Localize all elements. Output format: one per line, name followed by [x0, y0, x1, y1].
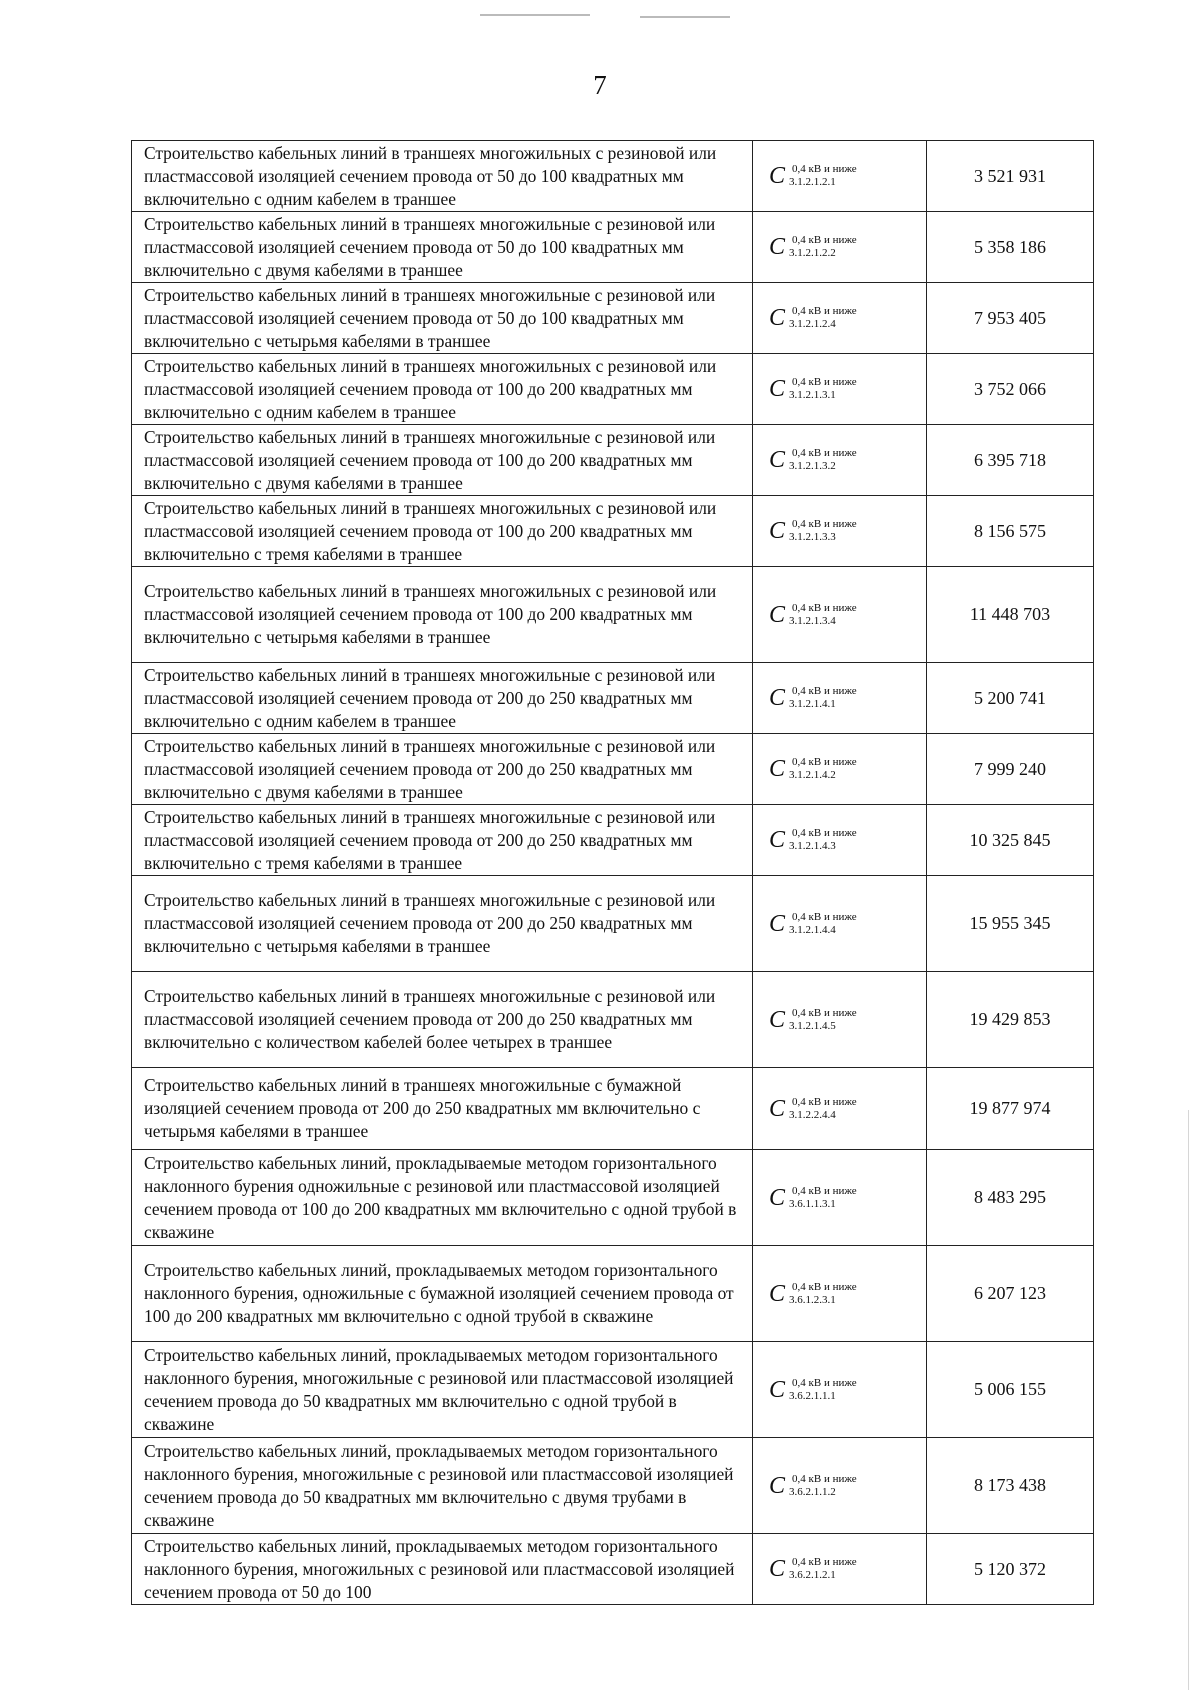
row-description: Строительство кабельных линий в траншеях многожильные с бумажной изоляцией сечением провода от 200 до 250 квадратных мм включительно с четырьмя кабелями в траншее	[132, 1068, 753, 1150]
rate-code: 3.1.2.1.4.1	[789, 698, 836, 710]
rate-formula	[769, 376, 857, 402]
table-row	[132, 1438, 1094, 1534]
rate-voltage: 0,4 кВ и ниже	[792, 910, 857, 923]
row-rate-code	[753, 1068, 927, 1150]
rate-voltage: 0,4 кВ и ниже	[792, 518, 857, 530]
row-value: 5 120 372	[927, 1534, 1094, 1605]
row-rate-code	[753, 876, 927, 972]
row-description: Строительство кабельных линий в траншеях многожильных с резиновой или пластмассовой изоляцией сечением провода от 100 до 200 квадратных мм включительно с четырьмя кабелями в траншее	[132, 567, 753, 663]
rate-formula	[769, 1007, 857, 1033]
rate-indices	[789, 447, 857, 473]
table-row	[132, 283, 1094, 354]
rate-formula	[769, 756, 857, 782]
rate-symbol: C	[769, 376, 786, 402]
rate-code: 3.1.2.1.4.4	[789, 923, 836, 936]
tariff-table	[131, 140, 1094, 1605]
rate-symbol: C	[769, 518, 786, 544]
row-rate-code	[753, 1534, 927, 1605]
rate-formula	[769, 518, 857, 544]
rate-indices	[789, 756, 857, 782]
rate-voltage: 0,4 кВ и ниже	[792, 1280, 857, 1293]
rate-code: 3.6.2.1.1.1	[789, 1389, 836, 1402]
row-value: 7 999 240	[927, 734, 1094, 805]
rate-formula	[769, 827, 857, 853]
rate-indices	[789, 911, 857, 937]
rate-formula	[769, 1377, 857, 1403]
row-description: Строительство кабельных линий в траншеях многожильные с резиновой или пластмассовой изоляцией сечением провода от 100 до 200 квадратных мм включительно с двумя кабелями в траншее	[132, 425, 753, 496]
row-description: Строительство кабельных линий, прокладываемые методом горизонтального наклонного бурения одножильные с резиновой или пластмассовой изоляцией сечением провода от 100 до 200 квадратных мм включительно с одной трубой в скважине	[132, 1150, 753, 1246]
rate-voltage: 0,4 кВ и ниже	[792, 234, 857, 246]
table-row	[132, 1150, 1094, 1246]
rate-code: 3.6.1.2.3.1	[789, 1293, 836, 1306]
rate-indices	[789, 163, 857, 189]
row-description: Строительство кабельных линий в траншеях многожильные с резиновой или пластмассовой изоляцией сечением провода от 200 до 250 квадратных мм включительно с одним кабелем в траншее	[132, 663, 753, 734]
table-row	[132, 1246, 1094, 1342]
rate-formula	[769, 1185, 857, 1211]
row-value: 5 006 155	[927, 1342, 1094, 1438]
row-rate-code	[753, 567, 927, 663]
row-rate-code	[753, 141, 927, 212]
rate-symbol: C	[769, 305, 786, 331]
rate-voltage: 0,4 кВ и ниже	[792, 685, 857, 697]
row-value: 3 752 066	[927, 354, 1094, 425]
row-value: 19 429 853	[927, 972, 1094, 1068]
rate-code: 3.6.2.1.1.2	[789, 1485, 836, 1498]
page-number: 7	[593, 70, 607, 100]
scan-artifact-top	[640, 16, 730, 18]
rate-indices	[789, 305, 857, 331]
rate-voltage: 0,4 кВ и ниже	[792, 1472, 857, 1485]
row-rate-code	[753, 283, 927, 354]
rate-symbol: C	[769, 1472, 786, 1499]
row-description: Строительство кабельных линий, прокладываемых методом горизонтального наклонного бурения, многожильные с резиновой или пластмассовой изоляцией сечением провода до 50 квадратных мм включительно с одной трубой в скважине	[132, 1342, 753, 1438]
row-description: Строительство кабельных линий в траншеях многожильные с резиновой или пластмассовой изоляцией сечением провода от 50 до 100 квадратных мм включительно с четырьмя кабелями в траншее	[132, 283, 753, 354]
table-row	[132, 805, 1094, 876]
row-description: Строительство кабельных линий в траншеях многожильных с резиновой или пластмассовой изоляцией сечением провода от 100 до 200 квадратных мм включительно с одним кабелем в траншее	[132, 354, 753, 425]
rate-voltage: 0,4 кВ и ниже	[792, 1184, 857, 1197]
rate-voltage: 0,4 кВ и ниже	[792, 305, 857, 317]
rate-symbol: C	[769, 756, 786, 782]
rate-indices	[789, 518, 857, 544]
rate-code: 3.6.1.1.3.1	[789, 1197, 836, 1210]
rate-symbol: C	[769, 1556, 786, 1582]
row-rate-code	[753, 1438, 927, 1534]
row-description: Строительство кабельных линий в траншеях многожильные с резиновой или пластмассовой изоляцией сечением провода от 50 до 100 квадратных мм включительно с двумя кабелями в траншее	[132, 212, 753, 283]
row-value: 6 207 123	[927, 1246, 1094, 1342]
rate-indices	[789, 1556, 857, 1582]
rate-formula	[769, 685, 857, 711]
row-rate-code	[753, 972, 927, 1068]
table-row	[132, 876, 1094, 972]
rate-indices	[789, 1096, 857, 1122]
rate-formula	[769, 911, 857, 937]
rate-code: 3.1.2.1.2.4	[789, 318, 836, 330]
rate-formula	[769, 602, 857, 628]
rate-code: 3.1.2.1.3.2	[789, 460, 836, 472]
rate-indices	[789, 1007, 857, 1033]
rate-symbol: C	[769, 910, 786, 937]
row-value: 5 358 186	[927, 212, 1094, 283]
rate-code: 3.1.2.1.3.4	[789, 614, 836, 627]
rate-voltage: 0,4 кВ и ниже	[792, 1556, 857, 1568]
row-value: 8 156 575	[927, 496, 1094, 567]
rate-code: 3.6.2.1.2.1	[789, 1569, 836, 1581]
rate-symbol: C	[769, 827, 786, 853]
rate-voltage: 0,4 кВ и ниже	[792, 1095, 857, 1108]
rate-voltage: 0,4 кВ и ниже	[792, 601, 857, 614]
rate-code: 3.1.2.1.4.2	[789, 769, 836, 781]
row-description: Строительство кабельных линий, прокладываемых методом горизонтального наклонного бурения, одножильные с бумажной изоляцией сечением провода от 100 до 200 квадратных мм включительно с одной трубой в скважине	[132, 1246, 753, 1342]
rate-voltage: 0,4 кВ и ниже	[792, 376, 857, 388]
rate-symbol: C	[769, 447, 786, 473]
table-row	[132, 496, 1094, 567]
table-row	[132, 354, 1094, 425]
table-row	[132, 1342, 1094, 1438]
rate-indices	[789, 827, 857, 853]
rate-indices	[789, 1281, 857, 1307]
rate-symbol: C	[769, 685, 786, 711]
row-description: Строительство кабельных линий, прокладываемых методом горизонтального наклонного бурения, многожильные с резиновой или пластмассовой изоляцией сечением провода до 50 квадратных мм включительно с двумя трубами в скважине	[132, 1438, 753, 1534]
rate-formula	[769, 1096, 857, 1122]
row-value: 8 173 438	[927, 1438, 1094, 1534]
row-rate-code	[753, 805, 927, 876]
rate-formula	[769, 163, 857, 189]
scan-artifact-top	[480, 14, 590, 16]
rate-symbol: C	[769, 1280, 786, 1307]
row-rate-code	[753, 1342, 927, 1438]
rate-formula	[769, 1556, 857, 1582]
row-value: 7 953 405	[927, 283, 1094, 354]
row-description: Строительство кабельных линий в траншеях многожильные с резиновой или пластмассовой изоляцией сечением провода от 200 до 250 квадратных мм включительно с количеством кабелей более четырех в траншее	[132, 972, 753, 1068]
table-row	[132, 972, 1094, 1068]
rate-code: 3.1.2.2.4.4	[789, 1108, 836, 1121]
row-description: Строительство кабельных линий, прокладываемых методом горизонтального наклонного бурения, многожильных с резиновой или пластмассовой изоляцией сечением провода от 50 до 100	[132, 1534, 753, 1605]
row-description: Строительство кабельных линий в траншеях многожильных с резиновой или пластмассовой изоляцией сечением провода от 100 до 200 квадратных мм включительно с тремя кабелями в траншее	[132, 496, 753, 567]
row-value: 6 395 718	[927, 425, 1094, 496]
rate-voltage: 0,4 кВ и ниже	[792, 1376, 857, 1389]
table-row	[132, 567, 1094, 663]
row-rate-code	[753, 212, 927, 283]
rate-voltage: 0,4 кВ и ниже	[792, 756, 857, 768]
table-row	[132, 212, 1094, 283]
row-value: 8 483 295	[927, 1150, 1094, 1246]
rate-indices	[789, 685, 857, 711]
rate-indices	[789, 602, 857, 628]
rate-voltage: 0,4 кВ и ниже	[792, 1006, 857, 1019]
row-value: 5 200 741	[927, 663, 1094, 734]
table-row	[132, 425, 1094, 496]
rate-symbol: C	[769, 1006, 786, 1033]
rate-symbol: C	[769, 163, 786, 189]
table-row	[132, 1534, 1094, 1605]
rate-indices	[789, 1473, 857, 1499]
row-value: 15 955 345	[927, 876, 1094, 972]
row-rate-code	[753, 425, 927, 496]
rate-formula	[769, 234, 857, 260]
rate-formula	[769, 447, 857, 473]
table-row	[132, 663, 1094, 734]
rate-code: 3.1.2.1.2.1	[789, 176, 836, 188]
rate-indices	[789, 1377, 857, 1403]
rate-voltage: 0,4 кВ и ниже	[792, 163, 857, 175]
rate-voltage: 0,4 кВ и ниже	[792, 447, 857, 459]
row-rate-code	[753, 354, 927, 425]
table-row	[132, 1068, 1094, 1150]
rate-code: 3.1.2.1.2.2	[789, 247, 836, 259]
tariff-table-body	[132, 141, 1094, 1605]
row-value: 19 877 974	[927, 1068, 1094, 1150]
rate-symbol: C	[769, 1184, 786, 1211]
rate-symbol: C	[769, 601, 786, 628]
row-value: 11 448 703	[927, 567, 1094, 663]
rate-code: 3.1.2.1.3.1	[789, 389, 836, 401]
rate-code: 3.1.2.1.3.3	[789, 531, 836, 543]
rate-code: 3.1.2.1.4.5	[789, 1019, 836, 1032]
row-description: Строительство кабельных линий в траншеях многожильные с резиновой или пластмассовой изоляцией сечением провода от 200 до 250 квадратных мм включительно с тремя кабелями в траншее	[132, 805, 753, 876]
row-value: 10 325 845	[927, 805, 1094, 876]
table-row	[132, 141, 1094, 212]
rate-symbol: C	[769, 1095, 786, 1122]
row-value: 3 521 931	[927, 141, 1094, 212]
row-description: Строительство кабельных линий в траншеях многожильные с резиновой или пластмассовой изоляцией сечением провода от 200 до 250 квадратных мм включительно с двумя кабелями в траншее	[132, 734, 753, 805]
row-rate-code	[753, 1150, 927, 1246]
rate-indices	[789, 1185, 857, 1211]
row-rate-code	[753, 496, 927, 567]
row-rate-code	[753, 734, 927, 805]
rate-formula	[769, 305, 857, 331]
row-description: Строительство кабельных линий в траншеях многожильных с резиновой или пластмассовой изоляцией сечением провода от 50 до 100 квадратных мм включительно с одним кабелем в траншее	[132, 141, 753, 212]
rate-formula	[769, 1473, 857, 1499]
row-description: Строительство кабельных линий в траншеях многожильные с резиновой или пластмассовой изоляцией сечением провода от 200 до 250 квадратных мм включительно с четырьмя кабелями в траншее	[132, 876, 753, 972]
rate-voltage: 0,4 кВ и ниже	[792, 827, 857, 839]
rate-indices	[789, 234, 857, 260]
rate-formula	[769, 1281, 857, 1307]
rate-code: 3.1.2.1.4.3	[789, 840, 836, 852]
rate-symbol: C	[769, 1376, 786, 1403]
row-rate-code	[753, 1246, 927, 1342]
rate-symbol: C	[769, 234, 786, 260]
row-rate-code	[753, 663, 927, 734]
table-row	[132, 734, 1094, 805]
scan-artifact-edge	[1188, 1110, 1189, 1690]
rate-indices	[789, 376, 857, 402]
